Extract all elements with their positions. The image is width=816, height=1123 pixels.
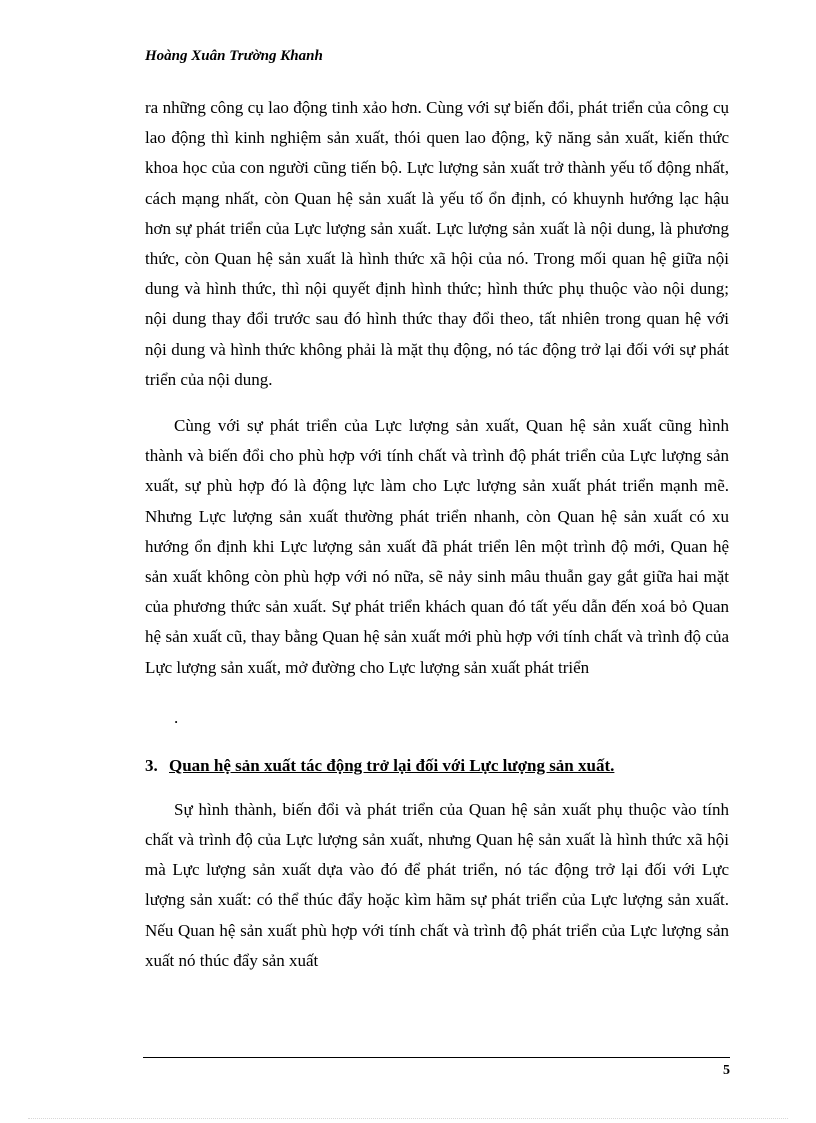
page-number: 5: [723, 1063, 730, 1078]
footer-divider: [143, 1057, 730, 1058]
section-title: Quan hệ sản xuất tác động trở lại đối với Lực lượng sản xuất.: [169, 755, 615, 775]
stray-period: .: [174, 707, 179, 727]
paragraph-continuation: ra những công cụ lao động tinh xảo hơn. Cùng với sự biến đổi, phát triển của công cụ lao động thì kinh nghiệm sản xuất, thói quen lao động, kỹ năng sản xuất, kiến thức khoa học của con người cũng tiến bộ. Lực lượng sản xuất trở thành yếu tố động nhất, cách mạng nhất, còn Quan hệ sản xuất là yếu tố ổn định, có khuynh hướng lạc hậu hơn sự phát triển của Lực lượng sản xuất. Lực lượng sản xuất là nội dung, là phương thức, còn Quan hệ sản xuất là hình thức xã hội của nó. Trong mối quan hệ giữa nội dung và hình thức, thì nội quyết định hình thức; hình thức phụ thuộc vào nội dung; nội dung thay đổi trước sau đó hình thức thay đổi theo, tất nhiên trong quan hệ với nội dung và hình thức không phải là mặt thụ động, nó tác động trở lại đối với sự phát triển của nội dung.: [145, 98, 729, 389]
section-number: 3.: [145, 755, 158, 775]
paragraph-feedback: Sự hình thành, biến đổi và phát triển của Quan hệ sản xuất phụ thuộc vào tính chất và trình độ của Lực lượng sản xuất, nhưng Quan hệ sản xuất là hình thức xã hội mà Lực lượng sản xuất dựa vào đó để phát triển, nó tác động trở lại đối với Lực lượng sản xuất: có thể thúc đẩy hoặc kìm hãm sự phát triển của Lực lượng sản xuất. Nếu Quan hệ sản xuất phù hợp với tính chất và trình độ phát triển của Lực lượng sản xuất nó thúc đẩy sản xuất: [145, 799, 729, 970]
paragraph-development: Cùng với sự phát triển của Lực lượng sản xuất, Quan hệ sản xuất cũng hình thành và biến đổi cho phù hợp với tính chất và trình độ phát triển của Lực lượng sản xuất, sự phù hợp đó là động lực làm cho Lực lượng sản xuất phát triển mạnh mẽ. Nhưng Lực lượng sản xuất thường phát triển nhanh, còn Quan hệ sản xuất có xu hướng ổn định khi Lực lượng sản xuất đã phát triển lên một trình độ mới, Quan hệ sản xuất không còn phù hợp với nó nữa, sẽ nảy sinh mâu thuẫn gay gắt giữa hai mặt của phương thức sản xuất. Sự phát triển khách quan đó tất yếu dẫn đến xoá bỏ Quan hệ sản xuất cũ, thay bằng Quan hệ sản xuất mới phù hợp với tính chất và trình độ của Lực lượng sản xuất, mở đường cho Lực lượng sản xuất phát triển: [145, 416, 729, 677]
running-header-author: Hoàng Xuân Trường Khanh: [145, 48, 323, 64]
page-edge-divider: [28, 1118, 788, 1119]
section-heading: [145, 751, 729, 781]
page-body: [145, 93, 729, 976]
